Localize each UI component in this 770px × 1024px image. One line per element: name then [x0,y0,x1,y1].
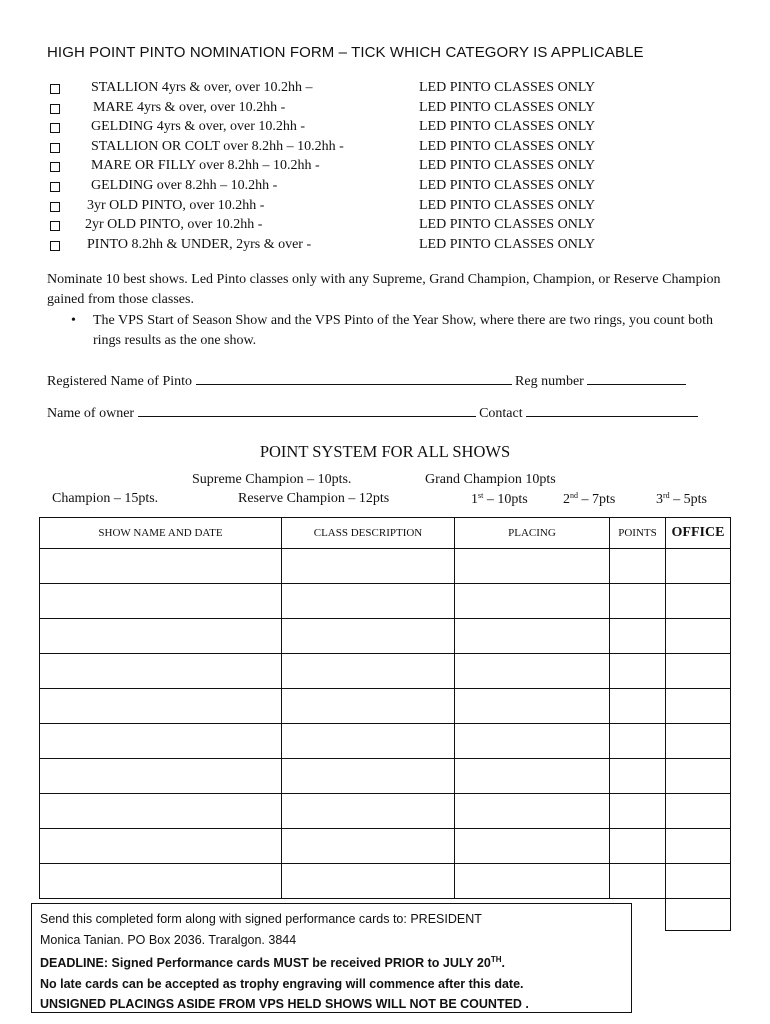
second-place-points [563,491,615,508]
registered-name-row [47,370,722,390]
table-row [40,654,731,689]
category-restriction: LED PINTO CLASSES ONLY [419,80,596,95]
class-description-cell[interactable] [282,724,455,759]
registered-name-field[interactable] [196,370,512,385]
points-cell[interactable] [610,689,666,724]
show-results-table [39,517,731,899]
checkbox[interactable] [50,84,60,94]
category-label: GELDING over 8.2hh – 10.2hh - [91,177,278,193]
placing-cell[interactable] [455,654,610,689]
show-name-cell[interactable] [40,794,282,829]
bullet-icon: • [71,313,76,328]
category-row [47,178,687,198]
owner-label: Name of owner [47,406,135,421]
office-cell[interactable] [666,549,731,584]
points-cell[interactable] [610,829,666,864]
second-num: 2 [563,492,570,507]
contact-field[interactable] [526,402,698,417]
checkbox[interactable] [50,221,60,231]
point-system-title: POINT SYSTEM FOR ALL SHOWS [259,442,511,461]
points-cell[interactable] [610,864,666,899]
bullet-text: The VPS Start of Season Show and the VPS Pinto of the Year Show, where there are two rings, you count both rings results as the one show. [93,313,713,348]
category-row [47,100,687,120]
office-cell[interactable] [666,864,731,899]
reg-number-label: Reg number [515,374,584,389]
footer-unsigned-line: UNSIGNED PLACINGS ASIDE FROM VPS HELD SHOWS WILL NOT BE COUNTED . [40,997,529,1011]
header-class-description: CLASS DESCRIPTION [282,518,455,549]
show-name-cell[interactable] [40,724,282,759]
class-description-cell[interactable] [282,619,455,654]
show-name-cell[interactable] [40,619,282,654]
form-title: HIGH POINT PINTO NOMINATION FORM – TICK WHICH CATEGORY IS APPLICABLE [47,44,644,61]
table-header-row [40,518,731,549]
category-restriction: LED PINTO CLASSES ONLY [419,99,596,115]
class-description-cell[interactable] [282,549,455,584]
category-restriction: LED PINTO CLASSES ONLY [419,217,596,233]
category-restriction: LED PINTO CLASSES ONLY [419,197,596,213]
registered-name-label: Registered Name of Pinto [47,374,193,389]
office-cell[interactable] [666,829,731,864]
category-label: STALLION OR COLT over 8.2hh – 10.2hh - [91,138,344,154]
second-sup: nd [570,491,578,500]
third-sup: rd [663,491,670,500]
deadline-text: DEADLINE: Signed Performance cards MUST be received PRIOR to JULY 20 [40,956,491,970]
category-list [47,80,687,256]
show-name-cell[interactable] [40,549,282,584]
class-description-cell[interactable] [282,759,455,794]
class-description-cell[interactable] [282,864,455,899]
champion-points: Champion – 15pts. [52,491,159,506]
supreme-points: Supreme Champion – 10pts. [192,472,352,487]
category-label: MARE OR FILLY over 8.2hh – 10.2hh - [91,158,320,174]
checkbox[interactable] [50,123,60,133]
first-num: 1 [471,492,478,507]
first-rest: – 10pts [483,492,528,507]
footer-send-line: Send this completed form along with signed performance cards to: PRESIDENT [40,912,482,926]
category-row [47,237,687,257]
checkbox[interactable] [50,241,60,251]
category-row [47,80,687,100]
first-place-points [471,491,528,508]
checkbox[interactable] [50,104,60,114]
category-row [47,158,687,178]
category-label: PINTO 8.2hh & UNDER, 2yrs & over - [87,236,312,252]
category-row [47,119,687,139]
table-row [40,829,731,864]
header-placing: PLACING [455,518,610,549]
table-row [40,759,731,794]
show-name-cell[interactable] [40,584,282,619]
category-row [47,198,687,218]
placing-cell[interactable] [455,549,610,584]
table-body [40,549,731,899]
grand-points: Grand Champion 10pts [425,472,556,487]
header-show-name: SHOW NAME AND DATE [40,518,282,549]
owner-field[interactable] [138,402,476,417]
category-label: GELDING 4yrs & over, over 10.2hh - [91,119,306,135]
points-cell[interactable] [610,759,666,794]
footer-address-line: Monica Tanian. PO Box 2036. Traralgon. 3844 [40,932,297,947]
category-restriction: LED PINTO CLASSES ONLY [419,138,596,154]
footer-late-line: No late cards can be accepted as trophy engraving will commence after this date. [40,976,524,991]
points-cell[interactable] [610,794,666,829]
class-description-cell[interactable] [282,829,455,864]
placing-cell[interactable] [455,864,610,899]
placing-cell[interactable] [455,829,610,864]
office-cell[interactable] [666,724,731,759]
category-label: 3yr OLD PINTO, over 10.2hh - [87,197,265,213]
class-description-cell[interactable] [282,794,455,829]
category-row [47,217,687,237]
office-extra-cell[interactable] [665,896,731,931]
checkbox[interactable] [50,143,60,153]
category-label: 2yr OLD PINTO, over 10.2hh - [85,217,263,233]
class-description-cell[interactable] [282,584,455,619]
deadline-sup: TH [490,955,502,964]
owner-row [47,402,722,422]
reserve-points: Reserve Champion – 12pts [238,491,390,506]
show-name-cell[interactable] [40,864,282,899]
third-place-points [656,491,707,508]
placing-cell[interactable] [455,724,610,759]
office-cell[interactable] [666,759,731,794]
points-cell[interactable] [610,654,666,689]
table-row [40,619,731,654]
placing-cell[interactable] [455,689,610,724]
third-num: 3 [656,492,663,507]
first-sup: st [478,491,484,500]
show-name-cell[interactable] [40,759,282,794]
category-restriction: LED PINTO CLASSES ONLY [419,119,596,135]
office-cell[interactable] [666,794,731,829]
table-row [40,864,731,899]
category-label: STALLION 4yrs & over, over 10.2hh – [91,80,313,95]
placing-cell[interactable] [455,584,610,619]
table-row [40,689,731,724]
office-cell[interactable] [666,654,731,689]
points-cell[interactable] [610,584,666,619]
table-row [40,794,731,829]
header-office: OFFICE [666,518,731,549]
nominate-instructions: Nominate 10 best shows. Led Pinto classes only with any Supreme, Grand Champion, Champion, or Reserve Champion gained from those classes. [47,272,721,307]
points-cell[interactable] [610,724,666,759]
checkbox[interactable] [50,182,60,192]
category-restriction: LED PINTO CLASSES ONLY [419,158,596,174]
office-cell[interactable] [666,584,731,619]
class-description-cell[interactable] [282,654,455,689]
checkbox[interactable] [50,202,60,212]
header-points: POINTS [610,518,666,549]
footer-deadline-line [40,950,631,974]
show-name-cell[interactable] [40,689,282,724]
third-rest: – 5pts [669,492,708,507]
category-label: MARE 4yrs & over, over 10.2hh - [93,99,286,115]
placing-cell[interactable] [455,794,610,829]
show-name-cell[interactable] [40,654,282,689]
office-cell[interactable] [666,619,731,654]
table-row [40,724,731,759]
class-description-cell[interactable] [282,689,455,724]
show-name-cell[interactable] [40,829,282,864]
deadline-end: . [501,956,505,970]
footer-box [31,903,632,1013]
table-row [40,549,731,584]
points-cell[interactable] [610,549,666,584]
category-restriction: LED PINTO CLASSES ONLY [419,236,596,252]
placing-cell[interactable] [455,619,610,654]
category-row [47,139,687,159]
office-cell[interactable] [666,689,731,724]
table-row [40,584,731,619]
points-cell[interactable] [610,619,666,654]
checkbox[interactable] [50,162,60,172]
second-rest: – 7pts [578,492,616,507]
category-restriction: LED PINTO CLASSES ONLY [419,177,596,193]
contact-label: Contact [479,406,523,421]
placing-cell[interactable] [455,759,610,794]
reg-number-field[interactable] [587,370,686,385]
